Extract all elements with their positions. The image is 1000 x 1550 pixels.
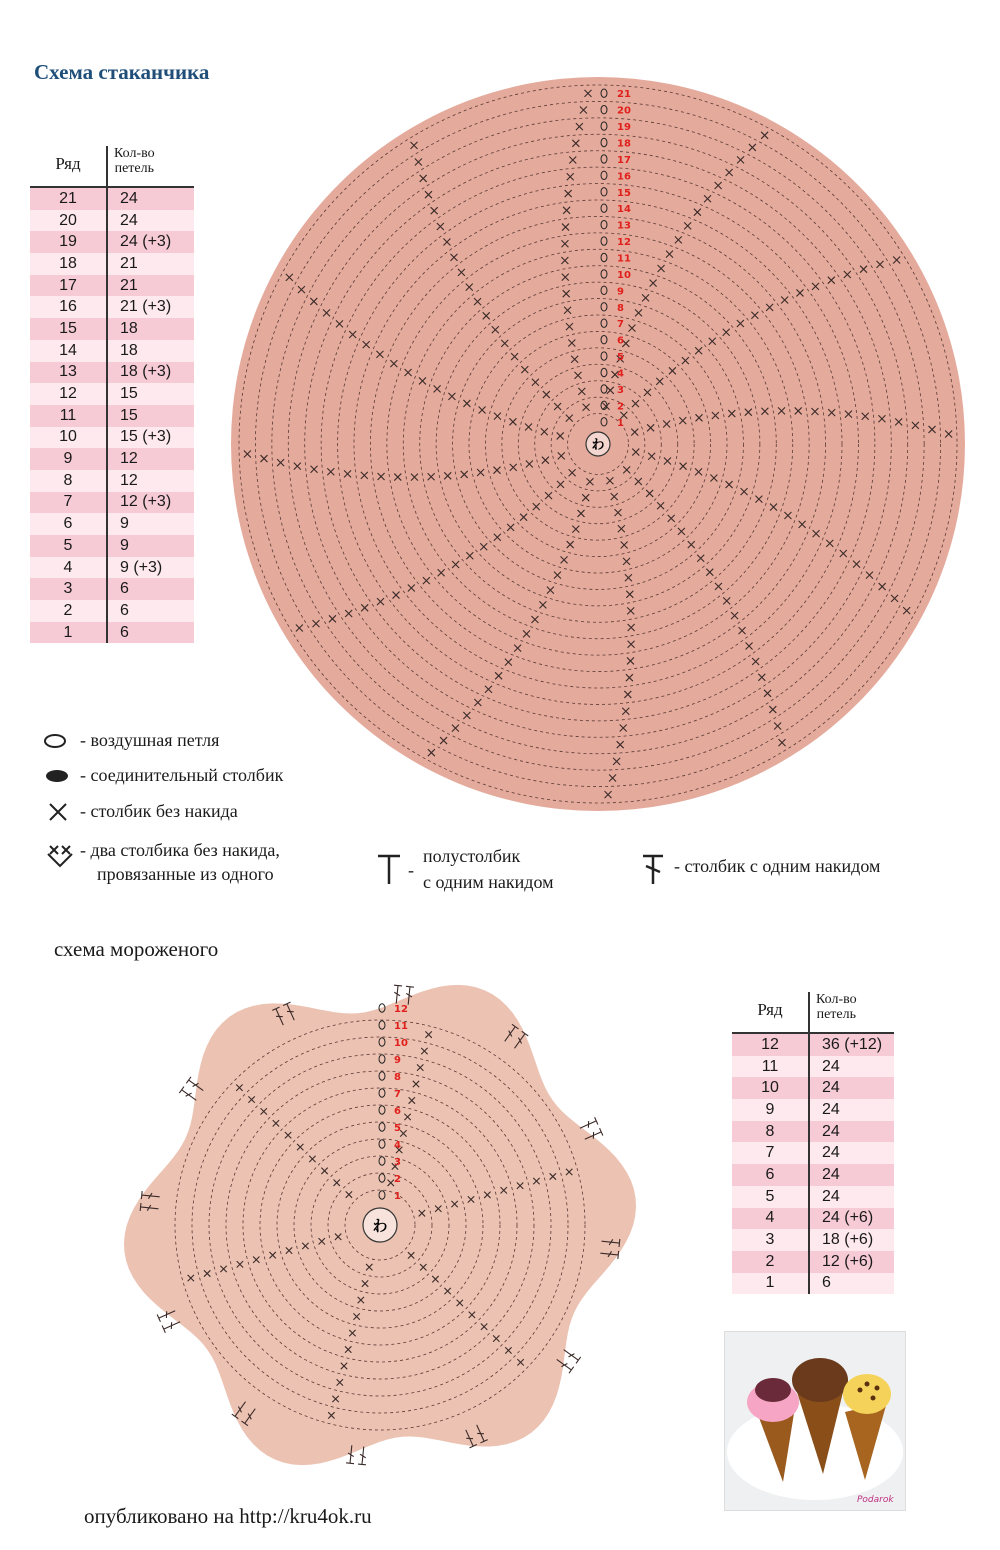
table-row — [732, 1077, 894, 1099]
stitch-count: 18 (+3) — [120, 363, 172, 381]
row-number: 4 — [63, 558, 73, 576]
published-footer: опубликовано на http://kru4ok.ru — [84, 1504, 372, 1528]
row-number: 8 — [765, 1122, 775, 1140]
row-number: 18 — [59, 254, 77, 272]
stitch-count: 9 — [120, 515, 129, 533]
row-number: 9 — [765, 1100, 775, 1118]
round-number-label: 2 — [394, 1174, 401, 1185]
row-number: 12 — [59, 385, 77, 403]
stitch-count: 6 — [120, 601, 129, 619]
stitch-count: 24 — [120, 211, 138, 229]
round-number-label: 20 — [617, 105, 631, 117]
stitch-count: 24 — [822, 1187, 840, 1205]
legend-hdc-label-2: с одним накидом — [423, 872, 554, 892]
row-number: 2 — [63, 601, 73, 619]
stitch-count: 24 — [822, 1144, 840, 1162]
legend-inc-label-2: провязанные из одного — [97, 864, 274, 884]
magic-ring-label: わ — [372, 1217, 388, 1235]
row-number: 15 — [59, 319, 77, 337]
row-number: 13 — [59, 363, 77, 381]
stitch-count: 21 (+3) — [120, 298, 172, 316]
row-number: 5 — [63, 536, 73, 554]
table-row — [732, 1186, 894, 1208]
row-number: 10 — [59, 428, 77, 446]
row-number: 2 — [765, 1252, 775, 1270]
row-number: 7 — [63, 493, 73, 511]
row-number: 20 — [59, 211, 77, 229]
round-number-label: 5 — [394, 1123, 401, 1134]
icecream-rows-table — [732, 992, 894, 1294]
stitch-count: 24 — [120, 189, 138, 207]
round-number-label: 6 — [617, 335, 624, 347]
stitch-count: 6 — [120, 623, 129, 641]
stitch-count: 24 — [822, 1057, 840, 1075]
stitch-count: 6 — [120, 580, 129, 598]
legend-inc-label-1: - два столбика без накида, — [80, 840, 280, 860]
row-number: 17 — [59, 276, 77, 294]
legend-dc-label: - столбик с одним накидом — [674, 856, 881, 876]
increase-icon — [44, 838, 76, 870]
round-number-label: 9 — [394, 1055, 401, 1066]
chain-stitch-icon — [42, 732, 68, 750]
stitch-count: 18 (+6) — [822, 1231, 874, 1249]
row-number: 8 — [63, 471, 73, 489]
legend-chain-label: - воздушная петля — [80, 730, 220, 750]
row-number: 21 — [59, 189, 77, 207]
row-number: 16 — [59, 298, 77, 316]
row-number: 4 — [765, 1209, 775, 1227]
round-number-label: 11 — [394, 1021, 408, 1032]
legend-hdc-dash: - — [408, 860, 414, 880]
row-column-header: Ряд — [757, 1000, 783, 1019]
photo-watermark: Podarok — [857, 1495, 894, 1505]
round-number-label: 21 — [617, 89, 631, 101]
row-column-header: Ряд — [55, 154, 81, 173]
table-row — [732, 1142, 894, 1164]
round-number-label: 9 — [617, 286, 624, 298]
round-number-label: 15 — [617, 187, 631, 199]
legend-hdc-label-1: полустолбик — [423, 846, 521, 866]
icecream-photo-illustration — [725, 1332, 905, 1510]
row-number: 11 — [761, 1057, 779, 1075]
stitches-column-header: Кол-во петель — [114, 146, 155, 176]
finished-icecream-photo — [724, 1331, 906, 1511]
round-number-label: 1 — [394, 1191, 401, 1202]
stitch-count: 36 (+12) — [822, 1035, 883, 1053]
round-number-label: 3 — [617, 384, 624, 396]
round-number-label: 18 — [617, 138, 631, 150]
stitch-count: 12 (+6) — [822, 1252, 874, 1270]
stitch-count: 12 — [120, 471, 138, 489]
row-number: 3 — [765, 1231, 775, 1249]
stitch-count: 15 — [120, 385, 138, 403]
stitch-count: 12 — [120, 450, 138, 468]
half-double-crochet-icon — [374, 852, 404, 886]
round-number-label: 12 — [617, 237, 631, 249]
stitch-count: 9 (+3) — [120, 558, 163, 576]
round-number-label: 16 — [617, 171, 631, 183]
stitch-count: 21 — [120, 254, 138, 272]
table-divider — [808, 992, 810, 1294]
round-number-label: 6 — [394, 1106, 401, 1117]
round-number-label: 4 — [394, 1140, 401, 1151]
legend-slip-label: - соединительный столбик — [80, 765, 284, 785]
round-number-label: 8 — [394, 1072, 401, 1083]
magic-ring-label: わ — [591, 438, 605, 453]
stitch-count: 18 — [120, 341, 138, 359]
stitch-count: 18 — [120, 319, 138, 337]
round-number-label: 4 — [617, 368, 624, 380]
table-row — [732, 1121, 894, 1143]
slip-stitch-icon — [44, 768, 70, 784]
stitch-count: 21 — [120, 276, 138, 294]
round-number-label: 7 — [394, 1089, 401, 1100]
row-number: 5 — [765, 1187, 775, 1205]
stitch-count: 6 — [822, 1274, 831, 1292]
round-number-label: 7 — [617, 319, 624, 331]
double-crochet-icon — [640, 852, 666, 886]
row-number: 14 — [59, 341, 77, 359]
round-number-label: 10 — [394, 1038, 408, 1049]
stitch-count: 24 (+6) — [822, 1209, 874, 1227]
row-number: 9 — [63, 450, 73, 468]
table-row — [732, 1164, 894, 1186]
round-number-label: 12 — [394, 1004, 408, 1015]
stitch-count: 24 — [822, 1100, 840, 1118]
single-crochet-icon — [46, 800, 70, 824]
round-number-label: 5 — [617, 352, 624, 364]
table-row — [732, 1208, 894, 1230]
round-number-label: 11 — [617, 253, 631, 265]
table-row — [732, 1273, 894, 1295]
table-row — [732, 1099, 894, 1121]
row-number: 6 — [765, 1165, 775, 1183]
stitch-count: 24 — [822, 1079, 840, 1097]
stitch-count: 24 — [822, 1122, 840, 1140]
row-number: 6 — [63, 515, 73, 533]
round-number-label: 3 — [394, 1157, 401, 1168]
stitch-count: 15 — [120, 406, 138, 424]
row-number: 3 — [63, 580, 73, 598]
stitch-count: 15 (+3) — [120, 428, 172, 446]
round-number-label: 13 — [617, 220, 631, 232]
table-header — [732, 992, 894, 1034]
round-number-label: 2 — [617, 401, 624, 413]
icecream-crochet-diagram — [90, 970, 690, 1470]
round-number-label: 1 — [617, 417, 624, 429]
stitches-column-header: Кол-во петель — [816, 992, 857, 1022]
stitch-count: 24 — [822, 1165, 840, 1183]
table-row — [732, 1034, 894, 1056]
round-number-label: 8 — [617, 302, 624, 314]
table-row — [732, 1056, 894, 1078]
row-number: 11 — [59, 406, 77, 424]
legend-sc-label: - столбик без накида — [80, 801, 238, 821]
round-number-label: 10 — [617, 269, 631, 281]
table-row — [732, 1229, 894, 1251]
row-number: 12 — [761, 1035, 779, 1053]
cup-scheme-title: Схема стаканчика — [34, 60, 210, 84]
round-number-label: 14 — [617, 204, 631, 216]
row-number: 19 — [59, 233, 77, 251]
row-number: 7 — [765, 1144, 775, 1162]
icecream-scheme-title: схема мороженого — [54, 937, 219, 961]
row-number: 10 — [761, 1079, 779, 1097]
stitch-count: 24 (+3) — [120, 233, 172, 251]
row-number: 1 — [63, 623, 73, 641]
table-row — [732, 1251, 894, 1273]
round-number-label: 19 — [617, 122, 631, 134]
row-number: 1 — [765, 1274, 775, 1292]
stitch-count: 12 (+3) — [120, 493, 172, 511]
round-number-label: 17 — [617, 154, 631, 166]
stitch-count: 9 — [120, 536, 129, 554]
